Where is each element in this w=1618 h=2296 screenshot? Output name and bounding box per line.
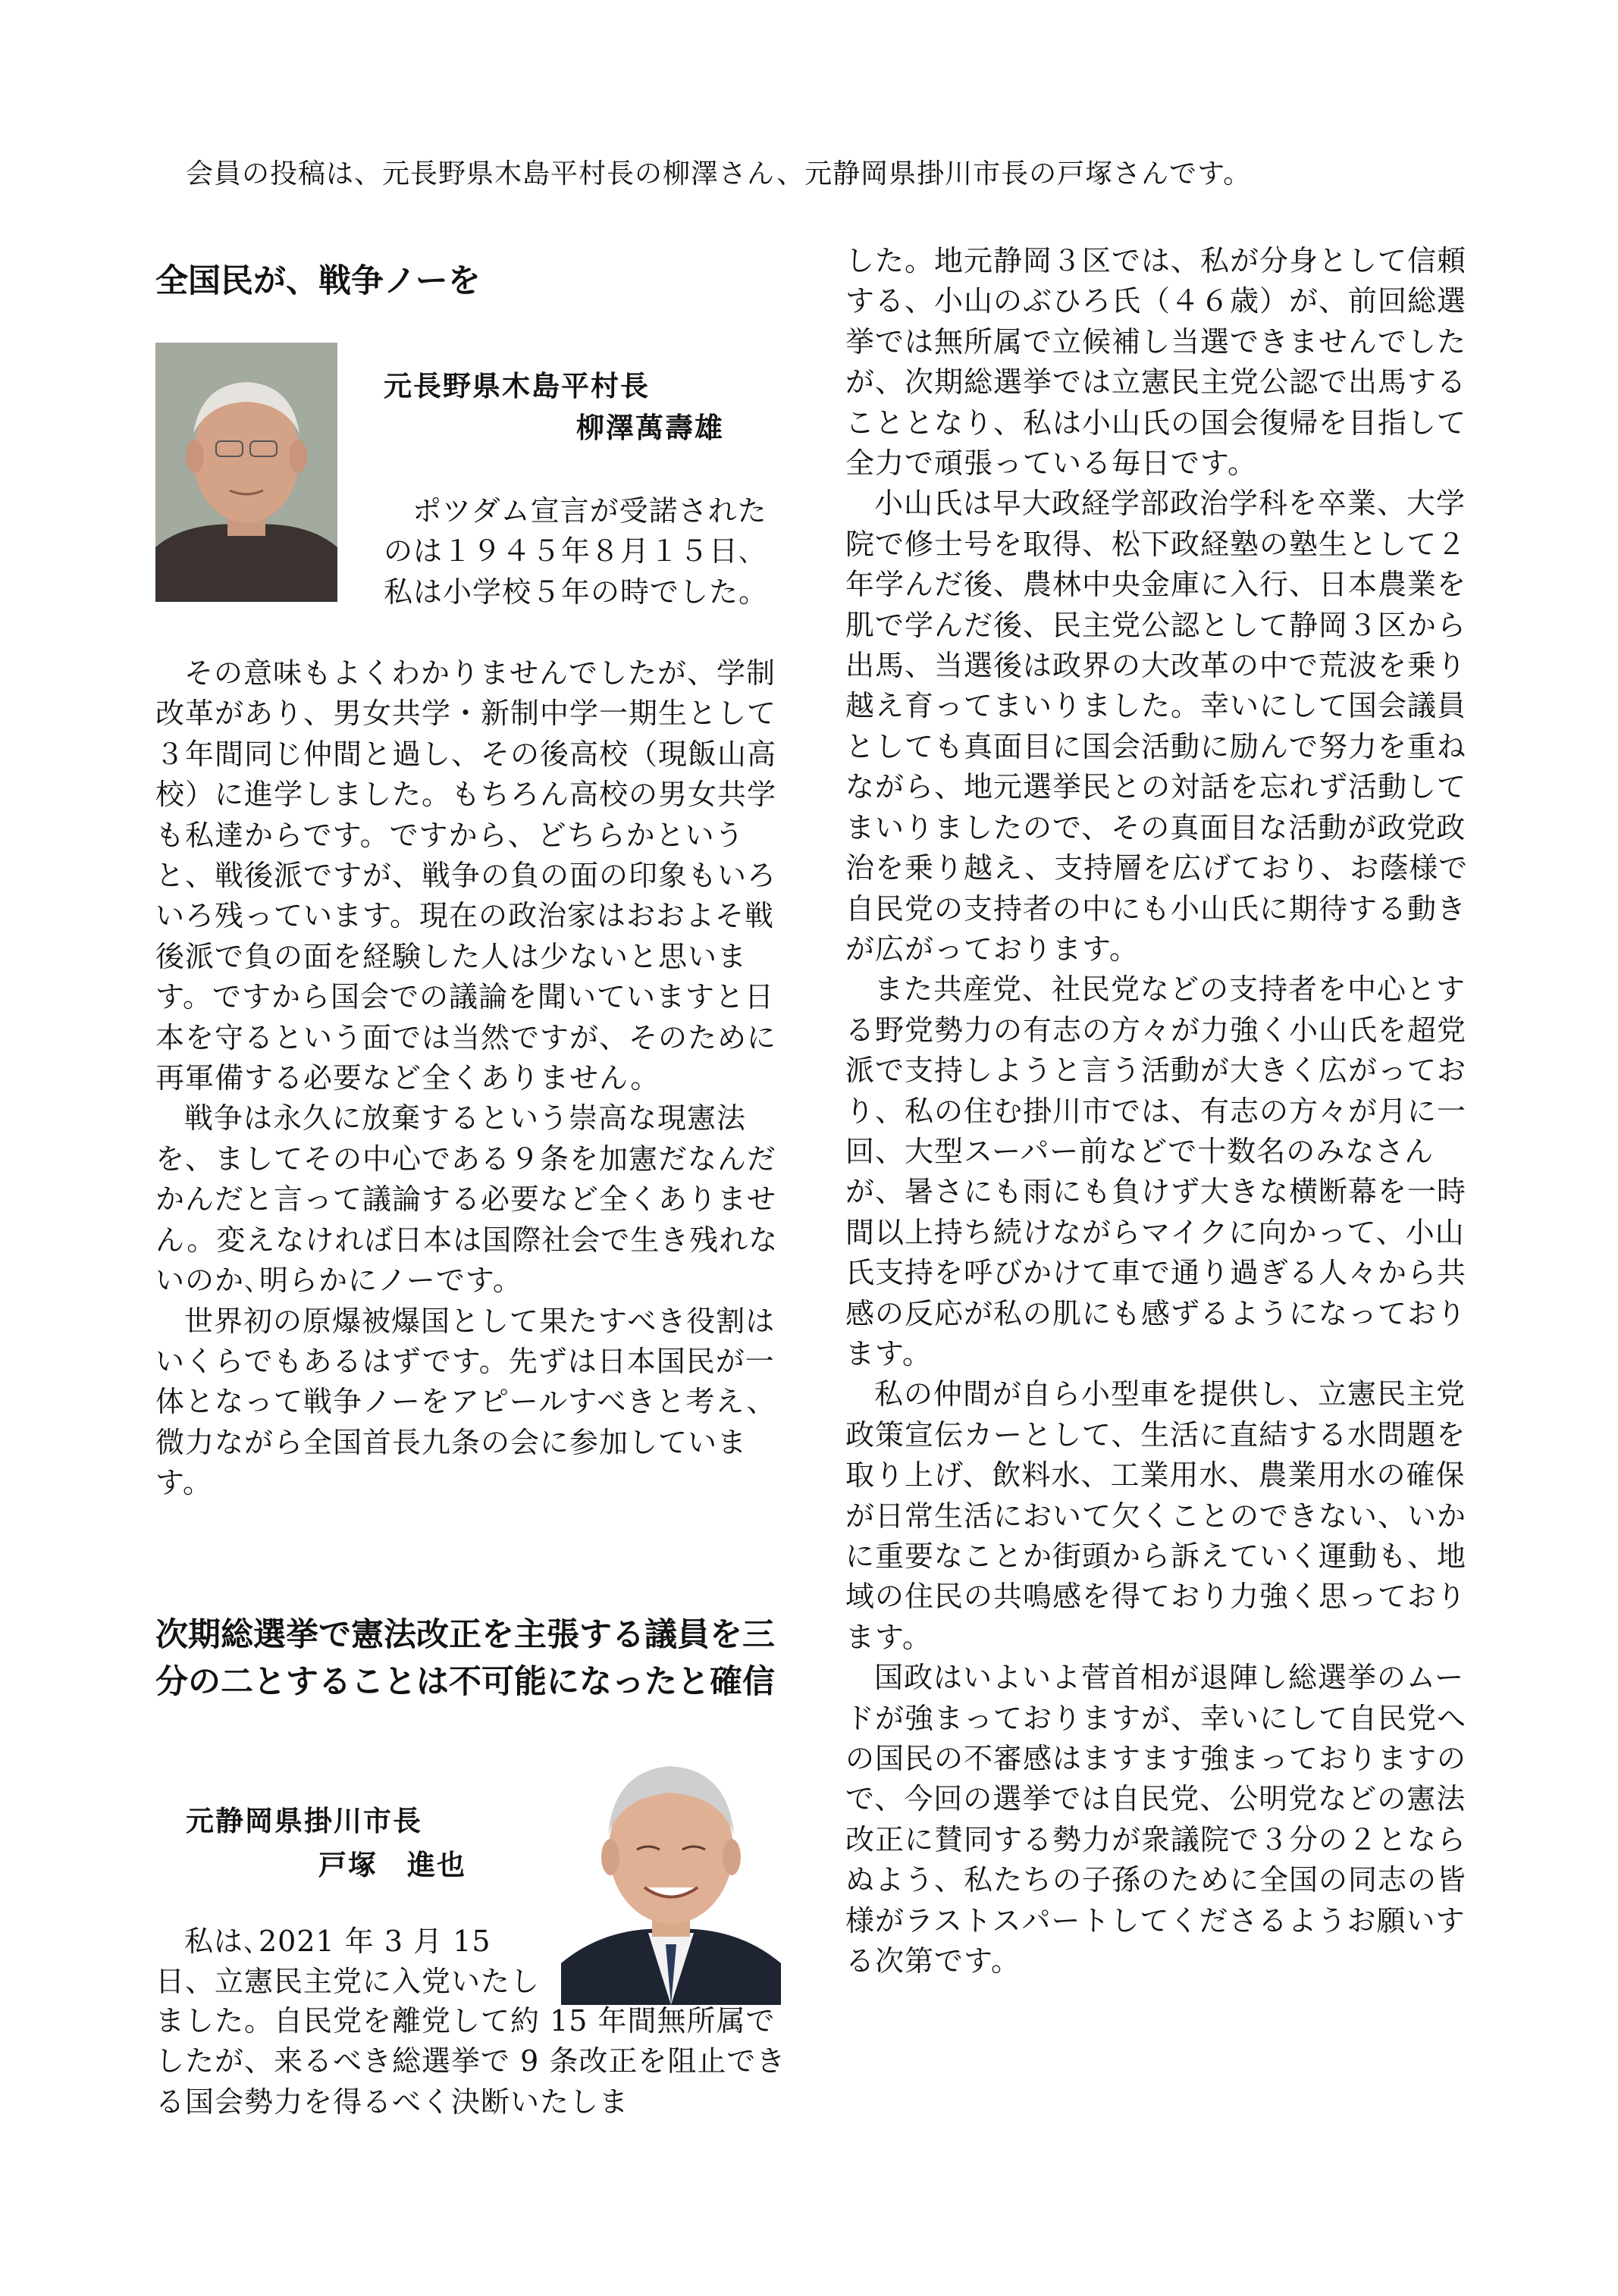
article1-title: 全国民が、戦争ノーを	[155, 262, 481, 300]
article2-continuation-text: ました。自民党を離党して約 15 年間無所属でしたが、来るべき総選挙で 9 条改正を阻止できる国会勢力を得るべく決断いたしま	[155, 2004, 786, 2119]
article2-title: 次期総選挙で憲法改正を主張する議員を三分の二とすることは不可能になったと確信	[155, 1616, 775, 1701]
right-column	[845, 241, 1490, 1981]
article2-paragraph-1: 小山氏は早大政経学部政治学科を卒業、大学院で修士号を取得、松下政経塾の塾生として２年学んだ後、農林中央金庫に入行、日本農業を肌で学んだ後、民主党公認として静岡３区から出馬、当選後は政界の大改革の中で荒波を乗り越え育ってまいりました。幸いにして国会議員としても真面目に国会活動に励んで努力を重ねながら、地元選挙民との対話を忘れず活動してまいりましたので、その真面目な活動が政党政治を乗り越え、支持層を広げており、お蔭様で自民党の支持者の中にも小山氏に期待する動きが広がっております。	[845, 487, 1469, 966]
article2-right-start: した。地元静岡３区では、私が分身として信頼する、小山のぶひろ氏（４６歳）が、前回総選挙では無所属で立候補し当選できませんでしたが、次期総選挙では立憲民主党公認で出馬することとなり、私は小山氏の国会復帰を目指して全力で頑張っている毎日です。	[845, 244, 1467, 481]
article1-intro-paragraph	[384, 491, 778, 612]
author2-photo	[561, 1743, 781, 2005]
article2-continuation	[155, 2001, 796, 2122]
article1-paragraph-3: 世界初の原爆被爆国として果たすべき役割はいくらでもあるはずです。先ずは日本国民が一体となって戦争ノーをアピールすべきと考え、微力ながら全国首長九条の会に参加しています。	[155, 1304, 776, 1500]
article1-paragraph-1: その意味もよくわかりませんでしたが、学制改革があり、男女共学・新制中学一期生として３年間同じ仲間と過し、その後高校（現飯山高校）に進学しました。もちろん高校の男女共学も私達からです。ですから、どちらかというと、戦後派ですが、戦争の負の面の印象もいろいろ残っています。現在の政治家はおおよそ戦後派で負の面を経験した人は少ないと思います。ですから国会での議論を聞いていますと日本を守るという面では当然ですが、そのために再軍備する必要など全くありません。	[155, 656, 777, 1095]
article1-body	[155, 653, 796, 1504]
article2-paragraph-3: 私の仲間が自ら小型車を提供し、立憲民主党政策宣伝カーとして、生活に直結する水問題を取り上げ、飲料水、工業用水、農業用水の確保が日常生活において欠くことのできない、いかに重要なことか街頭から訴えていく運動も、地域の住民の共鳴感を得ており力強く思っております。	[845, 1377, 1467, 1654]
article2-intro-paragraph	[155, 1922, 550, 2003]
article1-paragraph-2: 戦争は永久に放棄するという崇高な現憲法を、ましてその中心である９条を加憲だなんだかんだと言って議論する必要など全くありません。変えなければ日本は国際社会で生き残れないのか､明らかにノーです。	[155, 1101, 779, 1298]
article2-wrap-text: 私は､2021 年 3 月 15 日、立憲民主党に入党いたし	[155, 1925, 541, 1999]
article1-wrap-text: ポツダム宣言が受諾されたのは１９４５年８月１５日､私は小学校５年の時でした。	[384, 494, 769, 609]
article1-author-role: 元長野県木島平村長	[384, 370, 650, 403]
article2-author-name: 戸塚 進也	[318, 1849, 466, 1881]
intro-text: 会員の投稿は、元長野県木島平村長の柳澤さん、元静岡県掛川市長の戸塚さんです。	[186, 158, 1252, 190]
article1-author-name: 柳澤萬壽雄	[576, 412, 724, 444]
article2-paragraph-4: 国政はいよいよ菅首相が退陣し総選挙のムードが強まっておりますが、幸いにして自民党への国民の不審感はますます強まっておりますので、今回の選挙では自民党、公明党などの憲法改正に賛同する勢力が衆議院で３分の２とならぬよう、私たちの子孫のために全国の同志の皆様がラストスパートしてくださるようお願いする次第です。	[845, 1661, 1467, 1978]
author1-photo	[155, 343, 337, 602]
article2-author-role: 元静岡県掛川市長	[186, 1805, 422, 1837]
article2-paragraph-2: また共産党、社民党などの支持者を中心とする野党勢力の有志の方々が力強く小山氏を超党派で支持しようと言う活動が大きく広がっており、私の住む掛川市では、有志の方々が月に一回、大型スーパー前などで十数名のみなさんが、暑さにも雨にも負けず大きな横断幕を一時間以上持ち続けながらマイクに向かって、小山氏支持を呼びかけて車で通り過ぎる人々から共感の反応が私の肌にも感ずるようになっております。	[845, 973, 1467, 1370]
